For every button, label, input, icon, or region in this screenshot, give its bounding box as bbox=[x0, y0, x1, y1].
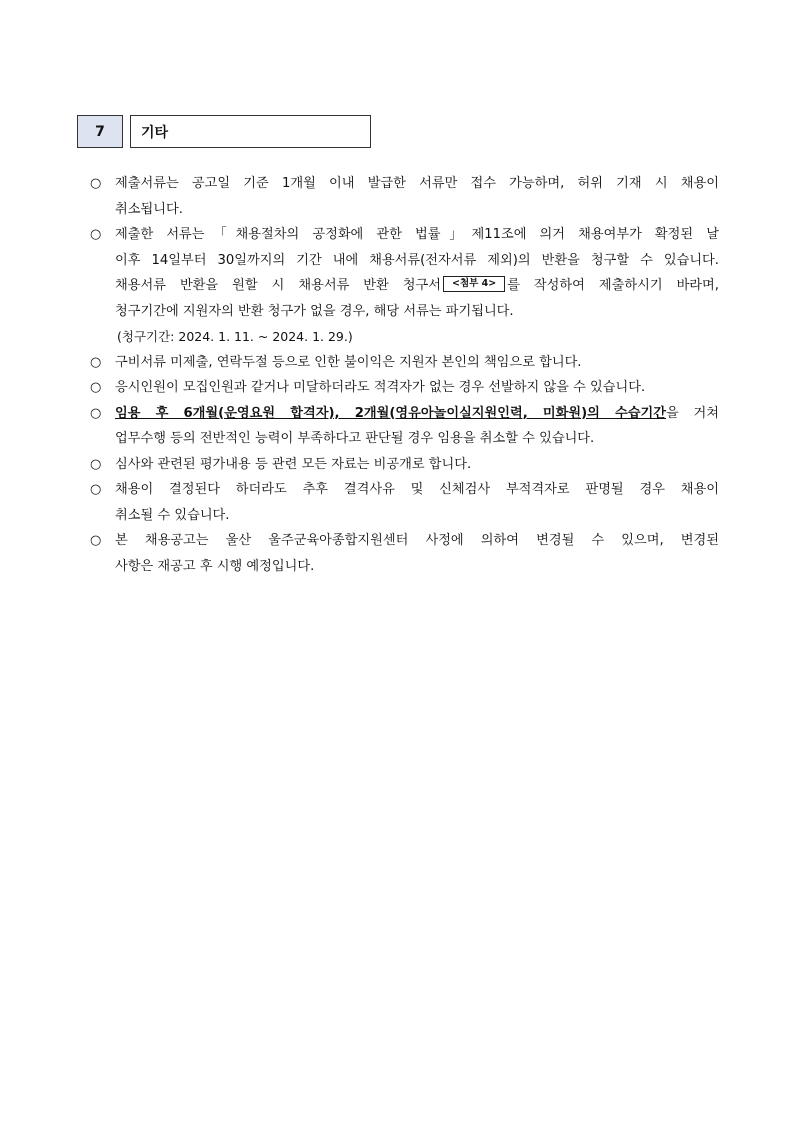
item-line: 본 채용공고는 울산 울주군육아종합지원센터 사정에 의하여 변경될 수 있으며, 변경된 bbox=[115, 533, 719, 548]
item-line: 청구기간에 지원자의 반환 청구가 없을 경우, 해당 서류는 파기됩니다. bbox=[115, 303, 514, 319]
item-line: 제출서류는 공고일 기준 1개월 이내 발급한 서류만 접수 가능하며, 허위 기재 시 채용이 bbox=[115, 176, 719, 191]
list-item bbox=[90, 528, 719, 579]
list-item bbox=[90, 452, 719, 478]
notice-list bbox=[90, 171, 719, 579]
item-text: 을 거쳐 bbox=[666, 405, 719, 421]
attachment-badge: <첨부 4> bbox=[443, 276, 505, 292]
circle-bullet-icon: ○ bbox=[90, 176, 102, 191]
item-line: 심사와 관련된 평가내용 등 관련 모든 자료는 비공개로 합니다. bbox=[115, 456, 472, 472]
item-line: 채용이 결정된다 하더라도 추후 결격사유 및 신체검사 부적격자로 판명될 경우 채용이 bbox=[115, 482, 719, 497]
section-number: 7 bbox=[77, 115, 123, 148]
probation-emphasis: 임용 후 6개월(운영요원 합격자), 2개월(영유아놀이실지원인력, 미화원)의 수습기간 bbox=[115, 405, 667, 421]
section-header bbox=[77, 115, 371, 148]
list-item bbox=[90, 375, 719, 401]
circle-bullet-icon: ○ bbox=[90, 354, 102, 370]
item-line bbox=[115, 401, 719, 427]
item-line: 취소될 수 있습니다. bbox=[115, 507, 230, 523]
item-line: 구비서류 미제출, 연락두절 등으로 인한 불이익은 지원자 본인의 책임으로 합니다. bbox=[115, 354, 582, 370]
request-period: (청구기간: 2024. 1. 11. ~ 2024. 1. 29.) bbox=[117, 329, 353, 344]
circle-bullet-icon: ○ bbox=[90, 482, 102, 497]
list-item bbox=[90, 477, 719, 528]
circle-bullet-icon: ○ bbox=[90, 227, 102, 242]
item-line bbox=[115, 273, 719, 299]
circle-bullet-icon: ○ bbox=[90, 405, 102, 421]
item-line: 응시인원이 모집인원과 같거나 미달하더라도 적격자가 없는 경우 선발하지 않을 수 있습니다. bbox=[115, 380, 646, 395]
circle-bullet-icon: ○ bbox=[90, 380, 102, 395]
item-text: 채용서류 반환을 원할 시 채용서류 반환 청구서 bbox=[115, 278, 441, 293]
section-title: 기타 bbox=[130, 115, 371, 148]
item-line: 업무수행 등의 전반적인 능력이 부족하다고 판단될 경우 임용을 취소할 수 있습니다. bbox=[115, 431, 595, 446]
circle-bullet-icon: ○ bbox=[90, 456, 102, 472]
list-item bbox=[90, 350, 719, 376]
list-item bbox=[90, 401, 719, 452]
list-item bbox=[90, 222, 719, 350]
circle-bullet-icon: ○ bbox=[90, 533, 102, 548]
item-text: 를 작성하여 제출하시기 바라며, bbox=[507, 278, 719, 293]
list-item bbox=[90, 171, 719, 222]
item-line: 사항은 재공고 후 시행 예정입니다. bbox=[115, 558, 315, 574]
item-line: 취소됩니다. bbox=[115, 201, 183, 217]
item-line: 제출한 서류는「채용절차의 공정화에 관한 법률」제11조에 의거 채용여부가 확정된 날 bbox=[115, 227, 719, 242]
item-line: 이후 14일부터 30일까지의 기간 내에 채용서류(전자서류 제외)의 반환을 청구할 수 있습니다. bbox=[115, 252, 719, 268]
